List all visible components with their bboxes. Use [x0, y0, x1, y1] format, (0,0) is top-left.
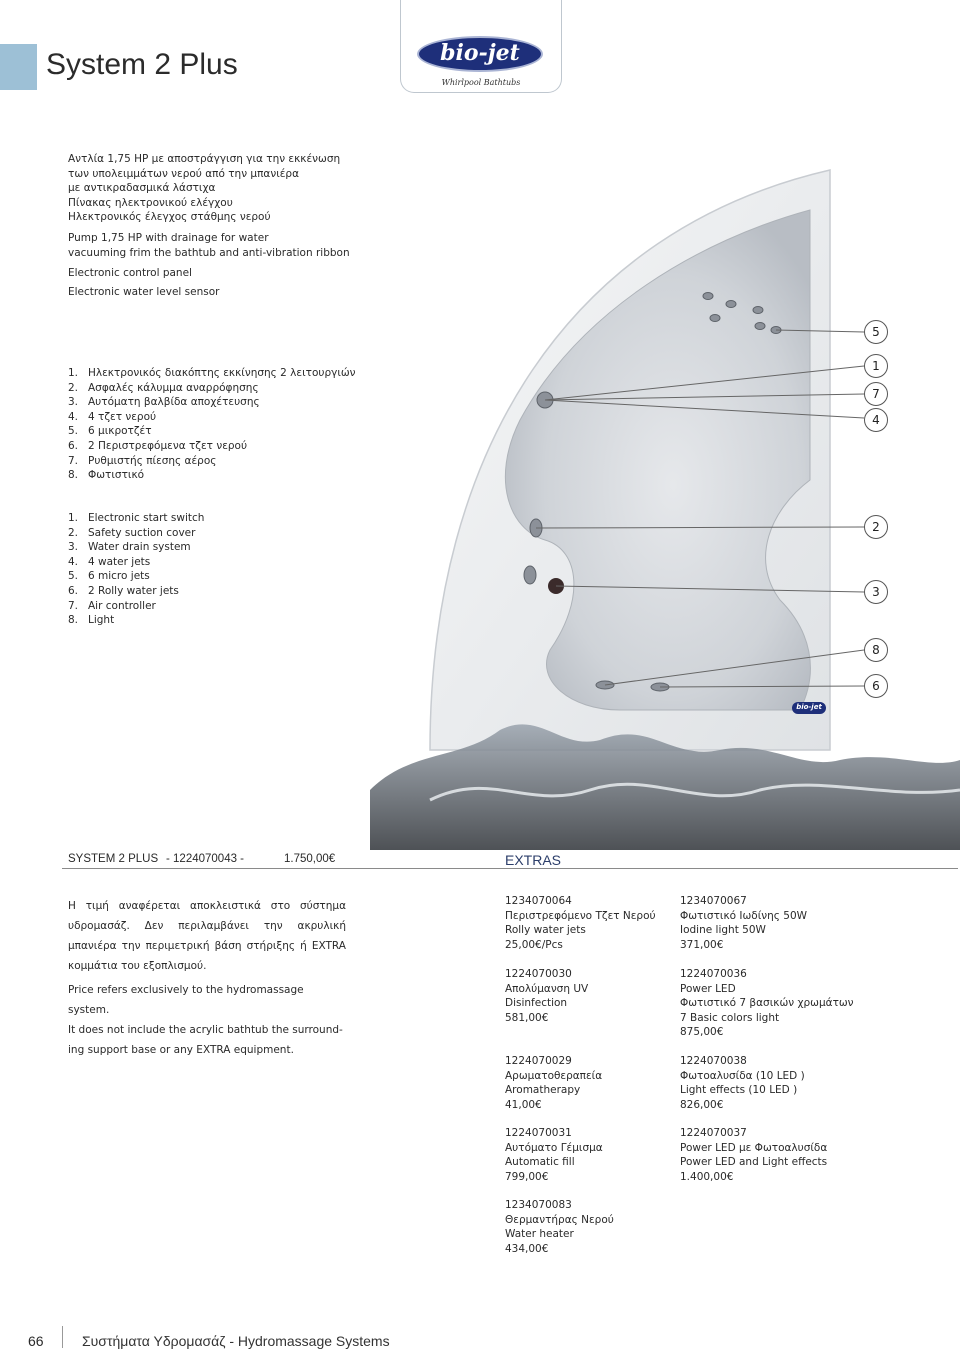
extra-price: 799,00€	[505, 1170, 549, 1183]
extra-english: Rolly water jets	[505, 924, 586, 936]
callout-5: 5	[864, 320, 888, 344]
list-item: 4. 4 τζετ νερού	[68, 410, 157, 423]
extra-item	[505, 1198, 614, 1256]
components-greek-list	[68, 366, 356, 483]
callout-2: 2	[864, 515, 888, 539]
extras-title: EXTRAS	[505, 852, 562, 868]
note-line: ing support base or any EXTRA equipment.	[68, 1044, 294, 1056]
system-code: - 1224070043 -	[166, 853, 245, 865]
intro-greek	[68, 152, 340, 225]
extra-price: 826,00€	[680, 1098, 724, 1111]
price-note-greek: Η τιμή αναφέρεται αποκλειστικά στο σύστημα υδρομασάζ. Δεν περιλαμβάνει την ακρυλική μπανιέρα την περιμετρική βάση στήριξης ή EXTRA κομμάτια του εξοπλισμού.	[68, 900, 346, 972]
list-item: 6. 2 Περιστρεφόμενα τζετ νερού	[68, 439, 248, 452]
extra-code: 1234070067	[680, 895, 747, 907]
extra-item	[505, 967, 588, 1025]
list-item: 6. 2 Rolly water jets	[68, 584, 179, 597]
logo-text: bio-jet	[440, 40, 520, 66]
extra-english: Light effects (10 LED )	[680, 1084, 798, 1096]
intro-english-line: Pump 1,75 HP with drainage for water	[68, 232, 269, 244]
list-item: 8. Φωτιστικό	[68, 469, 145, 482]
intro-greek-line: Πίνακας ηλεκτρονικού ελέγχου	[68, 196, 233, 209]
callout-8: 8	[864, 638, 888, 662]
extra-code: 1224070038	[680, 1055, 747, 1067]
list-item: 5. 6 micro jets	[68, 570, 150, 583]
brand-logo	[400, 0, 562, 93]
extra-greek: Power LED	[680, 982, 736, 995]
intro-english	[68, 231, 350, 302]
extra-greek: Αυτόματο Γέμισμα	[505, 1141, 603, 1154]
extra-price: 434,00€	[505, 1242, 549, 1255]
extra-item	[505, 894, 656, 952]
price-note-english	[68, 980, 346, 1060]
title-accent-bar	[0, 44, 37, 90]
extra-price: 371,00€	[680, 938, 724, 951]
price-divider	[62, 868, 958, 869]
list-item: 2. Safety suction cover	[68, 526, 196, 539]
extra-greek: Θερμαντήρας Νερού	[505, 1213, 614, 1226]
callout-4: 4	[864, 408, 888, 432]
list-item: 7. Ρυθμιστής πίεσης αέρος	[68, 454, 217, 467]
intro-greek-line: Αντλία 1,75 HP με αποστράγγιση για την εκκένωση	[68, 153, 341, 165]
extra-price: 41,00€	[505, 1098, 542, 1111]
footer-text: Συστήματα Υδρομασάζ - Hydromassage Systems	[82, 1333, 390, 1349]
intro-english-line: Electronic water level sensor	[68, 286, 220, 298]
bathtub-image	[370, 150, 960, 850]
extra-item	[505, 1126, 603, 1184]
extra-price: 1.400,00€	[680, 1170, 734, 1183]
extra-english: 7 Basic colors light	[680, 1011, 780, 1024]
extra-item	[680, 967, 854, 1040]
extra-code: 1224070036	[680, 968, 747, 980]
extra-greek: Περιστρεφόμενο Τζετ Νερού	[505, 909, 656, 922]
intro-english-line: Electronic control panel	[68, 267, 192, 279]
page-number: 66	[28, 1333, 44, 1349]
intro-english-line: vacuuming frim the bathtub and anti-vibration ribbon	[68, 246, 350, 259]
intro-greek-line: των υπολειμμάτων νερού από την μπανιέρα	[68, 167, 300, 180]
extra-greek: Power LED με Φωτοαλυσίδα	[680, 1141, 828, 1154]
extra-greek: Αρωματοθεραπεία	[505, 1069, 603, 1082]
footer-divider	[62, 1326, 63, 1348]
extra-code: 1224070037	[680, 1127, 747, 1139]
extra-greek: Φωτιστικό Ιωδίνης 50W	[680, 909, 808, 922]
extra-english: Automatic fill	[505, 1156, 575, 1168]
extra-price: 875,00€	[680, 1026, 724, 1038]
system-name: SYSTEM 2 PLUS	[68, 853, 159, 865]
intro-greek-line: με αντικραδασμικά λάστιχα	[68, 182, 216, 194]
callout-6: 6	[864, 674, 888, 698]
extra-code: 1224070030	[505, 968, 572, 980]
extra-greek: Φωτοαλυσίδα (10 LED )	[680, 1069, 805, 1082]
system-price: 1.750,00€	[284, 853, 336, 865]
list-item: 1. Ηλεκτρονικός διακόπτης εκκίνησης 2 λειτουργιών	[68, 367, 356, 379]
list-item: 8. Light	[68, 614, 115, 627]
extra-code: 1224070031	[505, 1127, 572, 1139]
note-line: Price refers exclusively to the hydromassage system.	[68, 984, 304, 1016]
extra-item	[680, 894, 807, 952]
extra-item	[680, 1126, 827, 1184]
note-line: It does not include the acrylic bathtub the surround-	[68, 1024, 343, 1036]
tub-badge: bio-jet	[796, 703, 822, 711]
extra-english: Disinfection	[505, 997, 568, 1009]
extra-code: 1234070083	[505, 1199, 572, 1211]
extra-english: Aromatherapy	[505, 1084, 581, 1096]
list-item: 4. 4 water jets	[68, 555, 151, 568]
extra-code: 1224070029	[505, 1055, 572, 1067]
extra-item	[505, 1054, 602, 1112]
extra-price: 25,00€/Pcs	[505, 938, 563, 951]
extra-english: Power LED and Light effects	[680, 1156, 828, 1168]
logo-oval	[417, 36, 543, 72]
extra-greek: Απολύμανση UV	[505, 982, 589, 995]
callout-3: 3	[864, 580, 888, 604]
list-item: 7. Air controller	[68, 599, 156, 612]
extra-english: Water heater	[505, 1228, 574, 1240]
extra-price: 581,00€	[505, 1011, 549, 1024]
list-item: 3. Water drain system	[68, 541, 191, 554]
callout-7: 7	[864, 382, 888, 406]
components-english-list	[68, 511, 204, 628]
extra-greek-2: Φωτιστικό 7 βασικών χρωμάτων	[680, 997, 854, 1009]
bathtub-illustration	[370, 150, 960, 850]
list-item: 1. Electronic start switch	[68, 512, 205, 524]
extra-english: Iodine light 50W	[680, 924, 766, 936]
page-title: System 2 Plus	[46, 48, 238, 81]
price-line	[68, 853, 335, 865]
list-item: 3. Αυτόματη βαλβίδα αποχέτευσης	[68, 396, 260, 409]
logo-subtitle: Whirlpool Bathtubs	[441, 78, 521, 87]
callout-1: 1	[864, 354, 888, 378]
intro-greek-line: Ηλεκτρονικός έλεγχος στάθμης νερού	[68, 211, 271, 223]
list-item: 5. 6 μικροτζέτ	[68, 425, 152, 438]
list-item: 2. Ασφαλές κάλυμμα αναρρόφησης	[68, 381, 259, 394]
extra-code: 1234070064	[505, 895, 572, 907]
extra-item	[680, 1054, 805, 1112]
